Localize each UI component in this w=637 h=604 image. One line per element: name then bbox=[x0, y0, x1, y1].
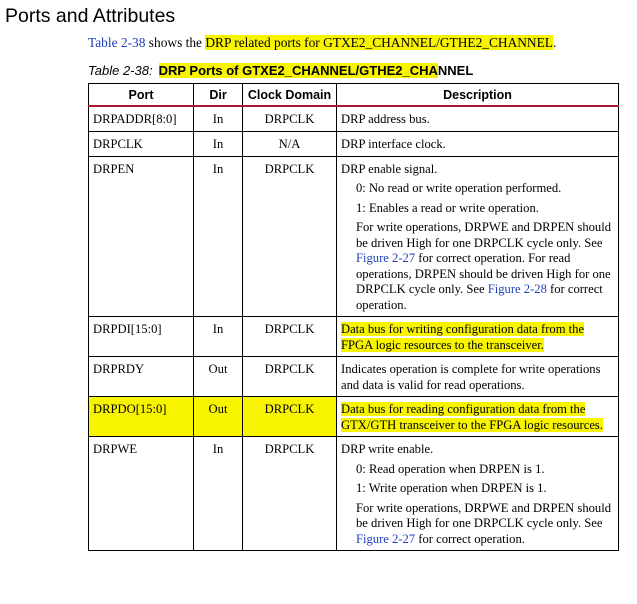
section-heading: Ports and Attributes bbox=[5, 5, 176, 27]
description-option-0: 0: Read operation when DRPEN is 1. bbox=[356, 461, 545, 476]
table-title-rest: NNEL bbox=[437, 63, 474, 78]
note-text: For write operations, DRPWE and DRPEN should be driven High for one DRPCLK cycle only. See bbox=[356, 220, 612, 250]
table-caption bbox=[88, 62, 473, 79]
description-cell: DRP address bus. bbox=[337, 106, 619, 131]
header-dir: Dir bbox=[194, 84, 243, 107]
port-cell: DRPEN bbox=[89, 156, 194, 317]
table-header-row bbox=[89, 84, 619, 107]
description-cell: DRP interface clock. bbox=[337, 131, 619, 156]
intro-text: shows the bbox=[145, 35, 206, 50]
dir-cell: In bbox=[194, 437, 243, 551]
table-row bbox=[89, 131, 619, 156]
header-description: Description bbox=[337, 84, 619, 107]
note-text: for correct operation. bbox=[356, 282, 603, 312]
description-cell bbox=[337, 397, 619, 437]
port-cell: DRPWE bbox=[89, 437, 194, 551]
description-highlight: Data bus for reading configuration data from the GTX/GTH transceiver to the FPGA logic resources. bbox=[341, 402, 603, 432]
dir-cell: In bbox=[194, 317, 243, 357]
port-cell: DRPRDY bbox=[89, 357, 194, 397]
description-highlight: Data bus for writing configuration data from the FPGA logic resources to the transceiver. bbox=[341, 322, 585, 352]
header-port: Port bbox=[89, 84, 194, 107]
intro-highlight: DRP related ports for GTXE2_CHANNEL/GTHE2_CHANNEL bbox=[205, 35, 553, 50]
clock-cell: DRPCLK bbox=[243, 437, 337, 551]
figure-link[interactable]: Figure 2-27 bbox=[356, 251, 416, 265]
header-clock-domain: Clock Domain bbox=[243, 84, 337, 107]
description-cell bbox=[337, 317, 619, 357]
description-summary: DRP enable signal. bbox=[341, 161, 438, 176]
table-row bbox=[89, 317, 619, 357]
clock-cell: DRPCLK bbox=[243, 317, 337, 357]
description-option-1: 1: Write operation when DRPEN is 1. bbox=[356, 481, 547, 495]
table-row bbox=[89, 397, 619, 437]
description-summary: DRP write enable. bbox=[341, 442, 434, 456]
dir-cell: Out bbox=[194, 357, 243, 397]
table-number: Table 2-38: bbox=[88, 63, 153, 78]
clock-cell: DRPCLK bbox=[243, 397, 337, 437]
description-note bbox=[356, 220, 614, 313]
clock-cell: DRPCLK bbox=[243, 357, 337, 397]
description-cell: Indicates operation is complete for write operations and data is valid for read operations. bbox=[337, 357, 619, 397]
figure-link[interactable]: Figure 2-27 bbox=[356, 531, 416, 546]
figure-link[interactable]: Figure 2-28 bbox=[487, 282, 547, 296]
description-cell bbox=[337, 437, 619, 551]
port-cell: DRPADDR[8:0] bbox=[89, 106, 194, 131]
note-text: For write operations, DRPWE and DRPEN should be driven High for one DRPCLK cycle only. See bbox=[356, 500, 612, 530]
dir-cell: In bbox=[194, 106, 243, 131]
table-title-highlight: DRP Ports of GTXE2_CHANNEL/GTHE2_CHA bbox=[158, 63, 438, 78]
description-option-1: 1: Enables a read or write operation. bbox=[356, 200, 539, 215]
dir-cell: Out bbox=[194, 397, 243, 437]
table-reference-link[interactable]: Table 2-38 bbox=[88, 35, 146, 50]
clock-cell: DRPCLK bbox=[243, 106, 337, 131]
description-option-0: 0: No read or write operation performed. bbox=[356, 181, 562, 195]
port-cell: DRPCLK bbox=[89, 131, 194, 156]
dir-cell: In bbox=[194, 156, 243, 317]
port-cell: DRPDI[15:0] bbox=[89, 317, 194, 357]
table-row bbox=[89, 156, 619, 317]
note-text: for correct operation. For read operations, DRPEN should be driven High for one DRPCLK cycle only. See bbox=[356, 251, 611, 296]
description-note bbox=[356, 501, 614, 548]
table-row bbox=[89, 437, 619, 551]
description-cell bbox=[337, 156, 619, 317]
note-text: for correct operation. bbox=[415, 531, 525, 546]
port-cell: DRPDO[15:0] bbox=[89, 397, 194, 437]
clock-cell: N/A bbox=[243, 131, 337, 156]
intro-end: . bbox=[552, 35, 557, 50]
table-row bbox=[89, 357, 619, 397]
dir-cell: In bbox=[194, 131, 243, 156]
intro-paragraph bbox=[88, 34, 556, 52]
drp-ports-table bbox=[88, 83, 619, 551]
table-row bbox=[89, 106, 619, 131]
clock-cell: DRPCLK bbox=[243, 156, 337, 317]
